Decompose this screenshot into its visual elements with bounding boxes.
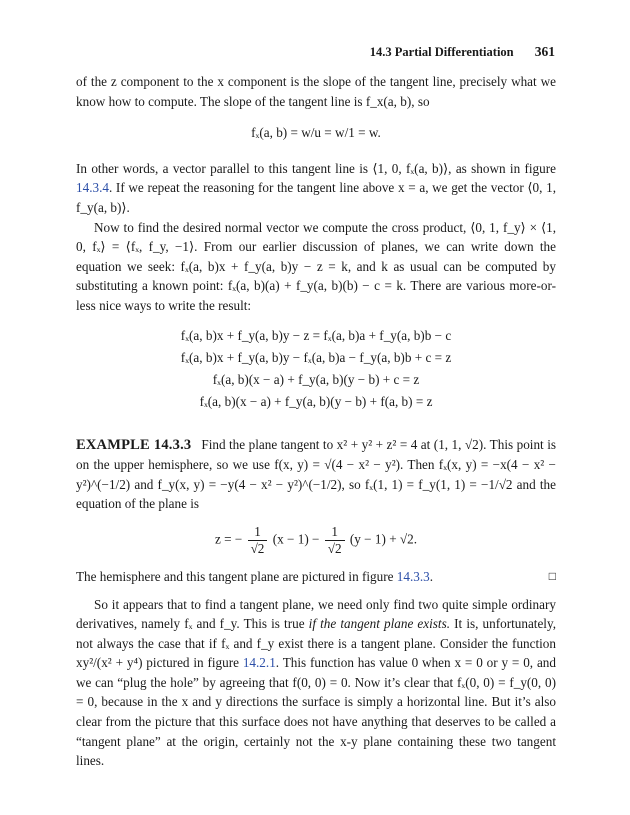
- paragraph-4-text-b: It is, unfortunately, not always the case that if fₓ and f_y exist there is a tangent plane. Consider the function xy²/(x² + y⁴) pictured in figure: [76, 616, 557, 671]
- page-number: 361: [534, 44, 555, 59]
- fraction-2-denominator: √2: [327, 540, 342, 556]
- paragraph-3: Now to find the desired normal vector we compute the cross product, ⟨0, 1, f_y⟩ × ⟨1, 0, fₓ⟩ = ⟨fₓ, f_y, −1⟩. From our earlier discussion of planes, we can write down the equation we seek: fₓ(a, b)x + f_y(a, b)y − z = k, and k as usual can be computed by substituting a known point: fₓ(a, b)(a) + f_y(a, b)(b) − c = k. There are various more-or-less nice ways to write the result:: [76, 219, 556, 313]
- equation-stack: [76, 325, 556, 413]
- equation-line-1: fₓ(a, b)x + f_y(a, b)y − z = fₓ(a, b)a + f_y(a, b)b − c: [180, 327, 452, 343]
- paragraph-2-text-a: In other words, a vector parallel to this tangent line is ⟨1, 0, fₓ(a, b)⟩, as shown in figure: [76, 160, 556, 176]
- eq-tail: (y − 1) + √2.: [349, 531, 418, 547]
- fraction-2: [325, 524, 345, 557]
- fraction-1: [248, 524, 268, 557]
- figure-link-14-2-1[interactable]: 14.2.1: [242, 655, 276, 671]
- eq-lhs: z = −: [214, 531, 243, 547]
- example-heading: EXAMPLE 14.3.3: [76, 436, 192, 453]
- paragraph-4: [76, 595, 556, 771]
- fraction-2-numerator: 1: [325, 524, 345, 541]
- example-closing-text-b: .: [429, 568, 434, 584]
- fraction-1-denominator: √2: [250, 540, 265, 556]
- figure-link-14-3-3[interactable]: 14.3.3: [396, 568, 430, 584]
- figure-link-14-3-4[interactable]: 14.3.4: [76, 180, 109, 196]
- page-body: [76, 72, 556, 771]
- paragraph-4-text-c: . This function has value 0 when x = 0 or y = 0, and we can “plug the hole” by agreeing that f(0, 0) = 0. Now it’s clear that fₓ(0, 0) = f_y(0, 0) = 0, because in the x and y directions the surface is simply a horizontal line. But it’s also clear from the picture that this surface does not have anything that deserves to be called a “tangent plane” at the origin, certainly not the x-y plane containing these two tangent lines.: [76, 655, 556, 769]
- equation-line-2: fₓ(a, b)x + f_y(a, b)y − fₓ(a, b)a − f_y(a, b)b + c = z: [180, 349, 452, 365]
- paragraph-2-text-b: . If we repeat the reasoning for the tangent line above x = a, we get the vector ⟨0, 1, f_y(a, b)⟩.: [76, 180, 556, 215]
- example-text: Find the plane tangent to x² + y² + z² = 4 at (1, 1, √2). This point is on the upper hemisphere, so we use f(x, y) = √(4 − x² − y²). Then fₓ(x, y) = −x(4 − x² − y²)^(−1/2) and f_y(x, y) = −y(4 − x² − y²)^(−1/2), so fₓ(1, 1) = f_y(1, 1) = −1/√2 and the equation of the plane is: [76, 436, 556, 512]
- example-closing: [76, 567, 556, 587]
- equation-line-3: fₓ(a, b)(x − a) + f_y(a, b)(y − b) + c = z: [212, 371, 420, 387]
- section-title: 14.3 Partial Differentiation: [369, 45, 514, 59]
- paragraph-1: of the z component to the x component is the slope of the tangent line, precisely what we know how to compute. The slope of the tangent line is f_x(a, b), so: [76, 74, 556, 109]
- paragraph-4-emphasis: if the tangent plane exists.: [308, 616, 451, 632]
- paragraph-4-text-a: So it appears that to find a tangent plane, we need only find two quite simple ordinary derivatives, namely fₓ and f_y. This is true: [76, 596, 556, 632]
- equation-tangent-plane: [76, 524, 556, 557]
- running-head: [76, 44, 555, 60]
- qed-square-icon: □: [548, 568, 556, 583]
- equation-slope: fₓ(a, b) = w/u = w/1 = w.: [251, 125, 381, 141]
- paragraph-2: [76, 159, 556, 218]
- fraction-1-numerator: 1: [248, 524, 268, 541]
- example-paragraph: [76, 435, 556, 514]
- example-closing-text-a: The hemisphere and this tangent plane are pictured in figure: [76, 568, 397, 584]
- equation-line-4: fₓ(a, b)(x − a) + f_y(a, b)(y − b) + f(a, b) = z: [199, 393, 433, 409]
- eq-middle: (x − 1) −: [272, 531, 320, 547]
